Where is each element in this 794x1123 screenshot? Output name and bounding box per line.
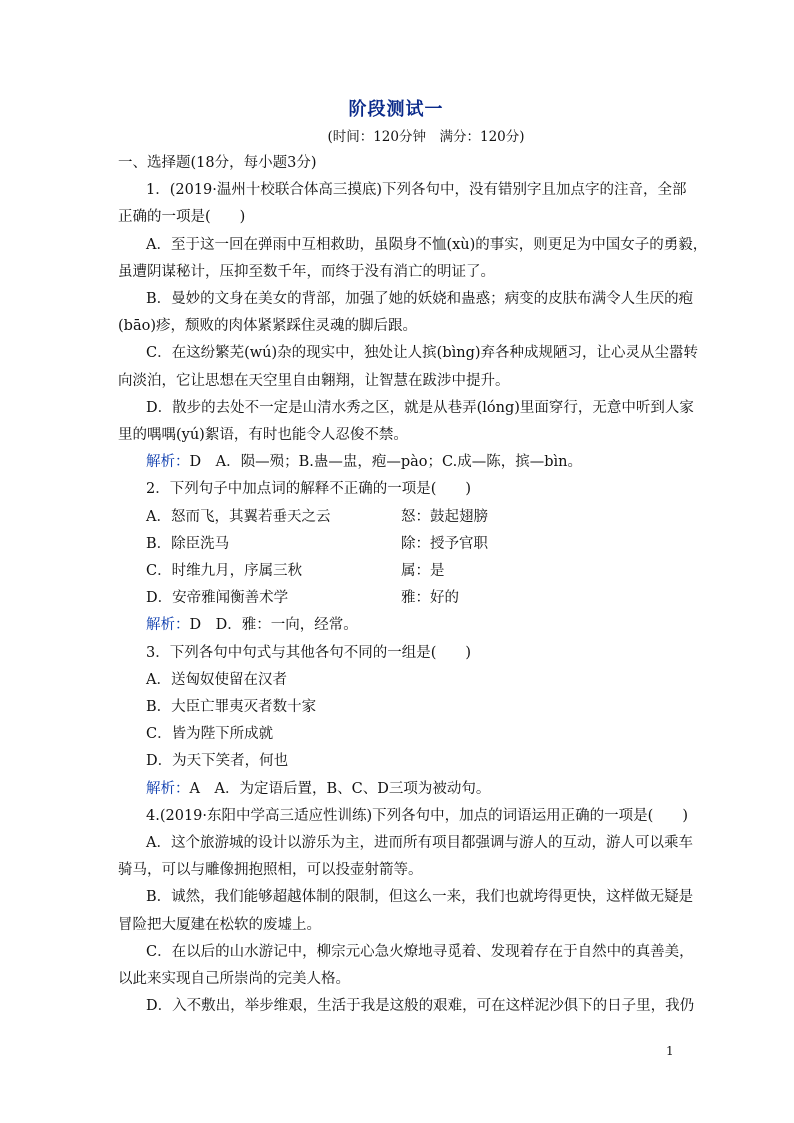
q2-option-b-gloss: 除：授予官职 (401, 535, 488, 552)
q2-option-d-text: D．安帝雅闻衡善术学 (146, 590, 289, 607)
q4-option-c-line1: C．在以后的山水游记中，柳宗元心急火燎地寻觅着、发现着存在于自然中的真善美， (146, 943, 694, 960)
q4-option-b-line2: 冒险把大厦建在松软的废墟上。 (118, 916, 321, 933)
q2-analysis (118, 612, 674, 639)
page-number: 1 (666, 1044, 674, 1058)
page-title: 阶段测试一 (348, 99, 444, 120)
q1-option-c-line1: C．在这纷繁芜(wú)杂的现实中，独处让人摈(bìng)弃各种成规陋习，让心灵从尘嚣转 (146, 345, 699, 362)
section-heading: 一、选择题(18分，每小题3分) (118, 155, 317, 171)
q4-option-a-line2: 骑马，可以与雕像拥抱照相，可以投壶射箭等。 (118, 862, 423, 879)
q3-option-b: B．大臣亡罪夷灭者数十家 (146, 699, 317, 716)
q1-stem-line2: 正确的一项是( ) (118, 209, 246, 226)
analysis-text: A A．为定语后置，B、C、D三项为被动句。 (189, 780, 491, 797)
q2-option-b (118, 531, 674, 558)
q2-option-c-gloss: 属：是 (401, 563, 445, 580)
analysis-text: D D．雅：一向，经常。 (189, 617, 358, 634)
q4-option-a-line1: A．这个旅游城的设计以游乐为主，进而所有项目都强调与游人的互动，游人可以乘车 (146, 835, 693, 852)
q2-option-a-text: A．怒而飞，其翼若垂天之云 (146, 508, 331, 525)
q4-option-c-line2: 以此来实现自己所崇尚的完美人格。 (118, 971, 350, 988)
q1-analysis (118, 449, 674, 476)
q2-option-d (118, 585, 674, 612)
q1-option-d-line1: D．散步的去处不一定是山清水秀之区，就是从巷弄(lóng)里面穿行，无意中听到人家 (146, 399, 694, 416)
q4-stem: 4.(2019·东阳中学高三适应性训练)下列各句中，加点的词语运用正确的一项是( ) (146, 807, 688, 824)
analysis-label: 解析： (146, 617, 190, 634)
page-subtitle: (时间：120分钟 满分：120分) (327, 129, 525, 145)
analysis-label: 解析： (146, 454, 190, 471)
q2-option-b-text: B．除臣洗马 (146, 535, 230, 552)
q1-option-c-line2: 向淡泊，它让思想在天空里自由翱翔，让智慧在跋涉中提升。 (118, 372, 510, 389)
q2-option-a (118, 504, 674, 531)
q3-option-a: A．送匈奴使留在汉者 (146, 671, 287, 688)
analysis-label: 解析： (146, 780, 190, 797)
q2-option-c-text: C．时维九月，序属三秋 (146, 563, 303, 580)
q2-option-a-gloss: 怒：鼓起翅膀 (401, 508, 488, 525)
q1-option-b-line1: B．曼妙的文身在美女的背部，加强了她的妖娆和蛊惑；病变的皮肤布满令人生厌的疱 (146, 291, 694, 308)
analysis-text: D A．陨—殒；B.蛊—盅，疱—pào；C.成—陈，摈—bìn。 (189, 454, 582, 471)
q3-option-d: D．为天下笑者，何也 (146, 753, 289, 770)
q3-stem: 3．下列各句中句式与其他各句不同的一组是( ) (146, 644, 472, 661)
q4-option-b-line1: B．诚然，我们能够超越体制的限制，但这么一来，我们也就垮得更快，这样做无疑是 (146, 889, 694, 906)
q2-option-c (118, 558, 674, 585)
q1-option-a-line2: 虽遭阴谋秘计，压抑至数千年，而终于没有消亡的明证了。 (118, 263, 495, 280)
q1-option-b-line2: (bāo)疹，颓败的肉体紧紧踩住灵魂的脚后跟。 (118, 318, 417, 335)
q2-option-d-gloss: 雅：好的 (401, 590, 459, 607)
q4-option-d-line1: D．入不敷出，举步维艰，生活于我是这般的艰难，可在这样泥沙俱下的日子里，我仍 (146, 998, 695, 1015)
q3-option-c: C．皆为陛下所成就 (146, 726, 274, 743)
q2-stem: 2．下列句子中加点词的解释不正确的一项是( ) (146, 481, 472, 498)
q1-option-a-line1: A．至于这一回在弹雨中互相救助，虽陨身不恤(xù)的事实，则更足为中国女子的勇毅， (146, 236, 708, 253)
q1-option-d-line2: 里的喁喁(yú)絮语，有时也能令人忍俊不禁。 (118, 427, 408, 444)
q3-analysis (118, 776, 674, 803)
q1-stem-line1: 1．(2019·温州十校联合体高三摸底)下列各句中，没有错别字且加点字的注音，全部 (146, 182, 687, 199)
document-body (118, 96, 708, 1021)
